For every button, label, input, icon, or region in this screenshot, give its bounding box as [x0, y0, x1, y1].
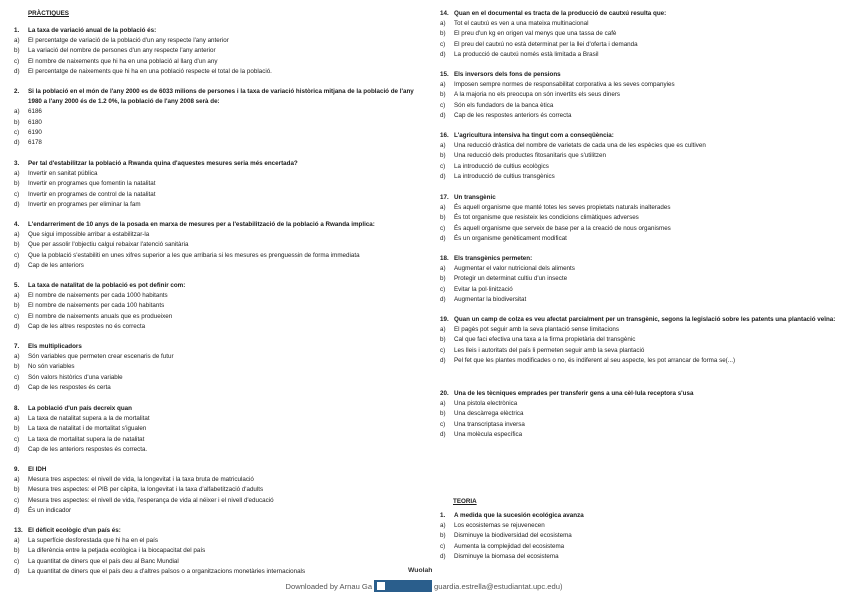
option-text: Les lleis i autoritats del país li permeten seguir amb la seva plantació: [454, 346, 645, 354]
option-text: 6178: [28, 139, 42, 147]
option-letter: d): [14, 67, 20, 75]
option-letter: a): [14, 170, 20, 178]
question-number: 1.: [440, 512, 446, 519]
option-text: La quantitat de diners que el país deu al Banc Mundial: [28, 557, 179, 565]
option-text: Mesura tres aspectes: el nivell de vida, l'esperança de vida al néixer i el nivell d'educació: [28, 496, 274, 504]
answer-option: [440, 141, 840, 151]
option-text: Són valors històrics d'una variable: [28, 373, 123, 381]
question-number: 14.: [440, 10, 449, 17]
question: [440, 70, 840, 121]
option-letter: d): [14, 200, 20, 208]
question-text: [14, 87, 424, 107]
question: [14, 26, 424, 77]
option-letter: b): [440, 336, 446, 344]
option-letter: d): [14, 322, 20, 330]
option-letter: a): [14, 292, 20, 300]
answer-option: [440, 151, 840, 161]
answer-option: [14, 424, 424, 434]
answer-option: [14, 138, 424, 148]
option-text: A la majoria no els preocupa on són invertits els seus diners: [454, 91, 621, 99]
option-text: El pagès pot seguir amb la seva plantació sense limitacions: [454, 326, 620, 334]
option-letter: a): [14, 415, 20, 423]
option-letter: c): [440, 542, 446, 550]
option-text: Cap de les respostes anteriors és correcta: [454, 111, 572, 119]
option-letter: c): [440, 420, 446, 428]
answer-option: [14, 251, 424, 261]
answer-option: [440, 40, 840, 50]
option-text: El preu del cautxú no està determinat per la llei d'oferta i demanda: [454, 40, 638, 48]
question: [14, 465, 424, 516]
option-letter: a): [440, 81, 446, 89]
option-text: És un indicador: [28, 506, 72, 514]
option-letter: b): [440, 532, 446, 540]
option-text: La taxa de mortalitat supera la de natalitat: [28, 435, 145, 443]
teoria-title: TEORIA: [453, 498, 477, 505]
answer-option: [14, 445, 424, 455]
answer-option: [440, 213, 840, 223]
question-number: 3.: [14, 160, 20, 167]
option-letter: c): [14, 496, 20, 504]
option-letter: d): [440, 356, 446, 364]
question-number: 8.: [14, 405, 20, 412]
option-text: Una descàrrega elèctrica: [454, 410, 524, 418]
option-letter: b): [14, 118, 20, 126]
option-letter: c): [440, 162, 446, 170]
answer-option: [440, 111, 840, 121]
question-number: 16.: [440, 132, 449, 139]
answer-option: [440, 531, 840, 541]
option-letter: b): [14, 547, 20, 555]
answer-option: [440, 29, 840, 39]
option-letter: d): [440, 552, 446, 560]
answer-option: [440, 409, 840, 419]
question-text: [440, 511, 840, 521]
question-statement: L'agricultura intensiva ha tingut com a conseqüència:: [454, 132, 614, 139]
option-text: El percentatge de variació de la població d'un any respecte l'any anterior: [28, 37, 229, 45]
option-text: Una reducció dels productes fitosanitaris que s'utilitzen: [454, 152, 606, 160]
question-text: [14, 526, 424, 536]
answer-option: [440, 356, 840, 366]
option-text: Que sigui impossible arribar a estabilitzar-la: [28, 231, 150, 239]
question-number: 2.: [14, 88, 20, 95]
option-text: La variació del nombre de persones d'un any respecte l'any anterior: [28, 47, 216, 55]
option-text: És un organisme genèticament modificat: [454, 234, 567, 242]
option-letter: c): [14, 312, 20, 320]
question: [440, 9, 840, 60]
question-statement: L'endarreriment de 10 anys de la posada en marxa de mesures per a l'estabilització de la població a Rwanda implica:: [28, 221, 375, 228]
question-statement: Per tal d'estabilitzar la població a Rwanda quina d'aquestes mesures seria més encertada?: [28, 160, 298, 167]
option-text: És aquell organisme que manté totes les seves propietats naturals inalterades: [454, 204, 671, 212]
option-text: Una reducció dràstica del nombre de varietats de cada una de les espècies que es cultiven: [454, 142, 706, 150]
answer-option: [14, 230, 424, 240]
option-text: Invertir en programes que fomentin la natalitat: [28, 180, 156, 188]
option-letter: d): [14, 383, 20, 391]
question: [440, 389, 840, 440]
option-text: Invertir en programes per eliminar la fam: [28, 200, 141, 208]
option-text: Mesura tres aspectes: el PIB per càpita, la longevitat i la taxa d'alfabetització d'adults: [28, 486, 264, 494]
option-text: Cal que faci efectiva una taxa a la firma propietària del transgènic: [454, 336, 636, 344]
question-statement: A medida que la sucesión ecológica avanza: [454, 512, 584, 519]
question: [440, 511, 840, 562]
downloaded-by-suffix: guardia.estrella@estudiantat.upc.edu): [434, 582, 563, 591]
question-number: 4.: [14, 221, 20, 228]
option-text: Tot el cautxú es ven a una mateixa multinacional: [454, 20, 589, 28]
option-letter: d): [14, 445, 20, 453]
answer-option: [14, 57, 424, 67]
answer-option: [14, 475, 424, 485]
question-statement: El IDH: [28, 466, 47, 473]
answer-option: [14, 36, 424, 46]
option-text: Invertir en programes de control de la natalitat: [28, 190, 156, 198]
answer-option: [14, 240, 424, 250]
question: [440, 193, 840, 244]
answer-option: [440, 420, 840, 430]
option-letter: b): [14, 486, 20, 494]
option-letter: a): [440, 522, 446, 530]
option-letter: a): [440, 326, 446, 334]
question: [14, 87, 424, 148]
option-text: Protegir un determinat cultiu d'un insecte: [454, 275, 568, 283]
answer-option: [14, 546, 424, 556]
option-text: 6190: [28, 128, 42, 136]
option-letter: d): [14, 567, 20, 575]
option-text: Que la població s'estabiliti en unes xifres superior a les que arribaria si les mesures es prenguessin de forma immediata: [28, 251, 360, 259]
option-letter: c): [14, 128, 20, 136]
question: [14, 342, 424, 393]
option-letter: b): [14, 180, 20, 188]
option-text: Disminuye la biodiversidad del ecosistema: [454, 532, 572, 540]
option-letter: b): [14, 363, 20, 371]
option-text: És tot organisme que resisteix les condicions climàtiques adverses: [454, 214, 639, 222]
question-text: [14, 220, 424, 230]
option-text: 6186: [28, 108, 42, 116]
answer-option: [14, 312, 424, 322]
option-text: La producció de cautxú només està limitada a Brasil: [454, 50, 599, 58]
option-letter: a): [14, 353, 20, 361]
option-letter: d): [440, 172, 446, 180]
answer-option: [14, 557, 424, 567]
answer-option: [440, 285, 840, 295]
option-text: Són els fundadors de la banca ètica: [454, 101, 554, 109]
option-letter: d): [440, 111, 446, 119]
option-letter: d): [14, 139, 20, 147]
answer-option: [14, 567, 424, 577]
option-letter: c): [14, 373, 20, 381]
footer-brand: Wuolah: [408, 567, 433, 574]
option-letter: a): [14, 37, 20, 45]
upc-logo-icon: [374, 580, 432, 592]
answer-option: [440, 203, 840, 213]
answer-option: [440, 295, 840, 305]
question-number: 17.: [440, 194, 449, 201]
option-letter: c): [440, 101, 446, 109]
question: [14, 281, 424, 332]
option-letter: a): [440, 400, 446, 408]
option-text: Mesura tres aspectes: el nivell de vida, la longevitat i la taxa bruta de matriculació: [28, 476, 254, 484]
option-text: Que per assolir l'objectiu calgui rebaixar l'atenció sanitària: [28, 241, 189, 249]
option-letter: c): [14, 190, 20, 198]
option-text: El nombre de naixements anuals que es produeixen: [28, 312, 173, 320]
answer-option: [14, 485, 424, 495]
question-statement: Quan en el documental es tracta de la producció de cautxú resulta que:: [454, 10, 667, 17]
option-text: Invertir en sanitat pública: [28, 170, 98, 178]
answer-option: [14, 536, 424, 546]
answer-option: [14, 496, 424, 506]
question-text: [14, 159, 424, 169]
answer-option: [14, 322, 424, 332]
answer-option: [14, 67, 424, 77]
answer-option: [440, 399, 840, 409]
answer-option: [440, 430, 840, 440]
option-letter: c): [14, 557, 20, 565]
answer-option: [440, 325, 840, 335]
question-statement: El dèficit ecològic d'un país és:: [28, 527, 121, 534]
answer-option: [440, 19, 840, 29]
option-letter: c): [14, 251, 20, 259]
option-text: Disminuye la biomasa del ecosistema: [454, 552, 559, 560]
option-letter: b): [14, 47, 20, 55]
question-number: 9.: [14, 466, 20, 473]
answer-option: [440, 80, 840, 90]
question-statement: Una de les tècniques emprades per transferir gens a una cèl·lula receptora s'usa: [454, 390, 694, 397]
answer-option: [440, 224, 840, 234]
answer-option: [14, 128, 424, 138]
option-text: La taxa de natalitat i de mortalitat s'igualen: [28, 425, 147, 433]
option-text: Augmentar el valor nutricional dels aliments: [454, 265, 575, 273]
question-text: [14, 281, 424, 291]
answer-option: [440, 552, 840, 562]
question-text: [440, 70, 840, 80]
option-letter: d): [440, 50, 446, 58]
option-text: Són variables que permeten crear escenaris de futur: [28, 353, 174, 361]
option-text: Augmentar la biodiversitat: [454, 295, 527, 303]
answer-option: [14, 107, 424, 117]
option-letter: c): [14, 57, 20, 65]
question-number: 19.: [440, 316, 449, 323]
question-text: [440, 131, 840, 141]
option-letter: d): [440, 234, 446, 242]
answer-option: [440, 50, 840, 60]
option-letter: b): [440, 410, 446, 418]
option-letter: c): [440, 346, 446, 354]
answer-option: [14, 291, 424, 301]
answer-option: [440, 264, 840, 274]
question-number: 13.: [14, 527, 23, 534]
answer-option: [440, 162, 840, 172]
option-text: És aquell organisme que serveix de base per a la creació de nous organismes: [454, 224, 671, 232]
question-statement: La taxa de natalitat de la població es pot definir com:: [28, 282, 186, 289]
option-text: La introducció de cultius transgènics: [454, 172, 555, 180]
question: [440, 254, 840, 305]
answer-option: [14, 373, 424, 383]
option-letter: c): [440, 285, 446, 293]
downloaded-by-prefix: Downloaded by Arnau Ga: [285, 582, 373, 591]
answer-option: [440, 274, 840, 284]
question-text: [14, 465, 424, 475]
option-text: Evitar la pol·linització: [454, 285, 513, 293]
option-text: Una pistola electrònica: [454, 400, 518, 408]
option-text: No són variables: [28, 363, 75, 371]
answer-option: [440, 90, 840, 100]
option-letter: a): [440, 204, 446, 212]
option-text: La quantitat de diners que el país deu a d'altres països o a organitzacions monetàries internacionals: [28, 567, 306, 575]
answer-option: [14, 414, 424, 424]
question-number: 15.: [440, 71, 449, 78]
option-letter: d): [440, 430, 446, 438]
question-text: [440, 254, 840, 264]
question-statement: La població d'un país decreix quan: [28, 405, 132, 412]
option-letter: b): [440, 275, 446, 283]
question-statement: Els inversors dels fons de pensions: [454, 71, 561, 78]
option-letter: a): [14, 108, 20, 116]
question-number: 1.: [14, 27, 20, 34]
option-letter: d): [440, 295, 446, 303]
option-text: La introducció de cultius ecològics: [454, 162, 549, 170]
option-letter: b): [14, 302, 20, 310]
question: [14, 526, 424, 577]
option-letter: a): [14, 476, 20, 484]
option-letter: b): [440, 214, 446, 222]
option-text: La taxa de natalitat supera a la de mortalitat: [28, 415, 150, 423]
option-text: Cap de les anteriors respostes és correcta.: [28, 445, 148, 453]
answer-option: [14, 190, 424, 200]
question-number: 20.: [440, 390, 449, 397]
option-letter: a): [14, 231, 20, 239]
option-text: El nombre de naixements per cada 100 habitants: [28, 302, 165, 310]
answer-option: [14, 352, 424, 362]
answer-option: [14, 261, 424, 271]
answer-option: [440, 101, 840, 111]
answer-option: [14, 200, 424, 210]
option-text: El preu d'un kg en origen val menys que una tassa de cafè: [454, 30, 617, 38]
question: [440, 315, 840, 366]
answer-option: [14, 118, 424, 128]
option-text: Imposen sempre normes de responsabilitat corporativa a les seves companyies: [454, 81, 675, 89]
question: [14, 159, 424, 210]
question-statement: Un transgènic: [454, 194, 496, 201]
option-letter: a): [440, 265, 446, 273]
option-text: La superfície desforestada que hi ha en el país: [28, 537, 158, 545]
question-number: 7.: [14, 343, 20, 350]
option-text: Los ecosistemas se rejuvenecen: [454, 522, 545, 530]
answer-option: [14, 362, 424, 372]
answer-option: [440, 346, 840, 356]
answer-option: [440, 521, 840, 531]
option-letter: b): [14, 425, 20, 433]
question-text: [440, 389, 840, 399]
question-statement: Si la població en el món de l'any 2000 es de 6033 milions de persones i la taxa de variació històrica mitjana de la població de l'any 1980 a l'any 2000 és de 1.2 0%, la població de l'any 2008 serà de:: [28, 88, 414, 106]
option-letter: d): [14, 506, 20, 514]
option-text: El nombre de naixements que hi ha en una població al llarg d'un any: [28, 57, 218, 65]
question-text: [14, 342, 424, 352]
answer-option: [440, 542, 840, 552]
answer-option: [440, 335, 840, 345]
answer-option: [14, 301, 424, 311]
option-text: Una transcriptasa inversa: [454, 420, 525, 428]
question-text: [440, 9, 840, 19]
answer-option: [14, 179, 424, 189]
option-letter: b): [440, 30, 446, 38]
option-letter: c): [14, 435, 20, 443]
option-text: El percentatge de naixements que hi ha en una població respecte el total de la població.: [28, 67, 272, 75]
option-text: Pel fet que les plantes modificades o no, és indiferent al seu aspecte, les pot arrancar de forma se(...): [454, 356, 736, 364]
option-text: Cap de les altres respostes no és correcta: [28, 322, 146, 330]
option-letter: c): [440, 224, 446, 232]
option-letter: c): [440, 40, 446, 48]
option-text: La diferència entre la petjada ecològica i la biocapacitat del país: [28, 547, 206, 555]
option-text: Aumenta la complejidad del ecosistema: [454, 542, 565, 550]
question-statement: Quan un camp de colza es veu afectat parcialment per un transgènic, segons la legislació sobre les patents una plantació veïna:: [454, 316, 836, 323]
question-statement: Els multiplicadors: [28, 343, 82, 350]
option-text: 6180: [28, 118, 42, 126]
answer-option: [14, 383, 424, 393]
question-text: [440, 193, 840, 203]
answer-option: [440, 234, 840, 244]
question-text: [440, 315, 840, 325]
option-text: Cap de les anteriors: [28, 261, 84, 269]
option-letter: b): [440, 152, 446, 160]
question-text: [14, 26, 424, 36]
question: [14, 220, 424, 271]
question: [440, 131, 840, 182]
option-letter: d): [14, 261, 20, 269]
option-letter: b): [440, 91, 446, 99]
option-letter: b): [14, 241, 20, 249]
answer-option: [14, 435, 424, 445]
option-text: Una molècula específica: [454, 430, 523, 438]
option-text: El nombre de naixements per cada 1000 habitants: [28, 292, 168, 300]
option-letter: a): [440, 142, 446, 150]
answer-option: [14, 46, 424, 56]
question-number: 18.: [440, 255, 449, 262]
answer-option: [440, 172, 840, 182]
practiques-title: PRÀCTIQUES: [28, 10, 69, 17]
question-statement: La taxa de variació anual de la població és:: [28, 27, 157, 34]
option-text: Cap de les respostes és certa: [28, 383, 111, 391]
answer-option: [14, 169, 424, 179]
question-statement: Els transgènics permeten:: [454, 255, 533, 262]
option-letter: a): [440, 20, 446, 28]
answer-option: [14, 506, 424, 516]
download-footer: [0, 581, 848, 593]
question: [14, 404, 424, 455]
option-letter: a): [14, 537, 20, 545]
question-number: 5.: [14, 282, 20, 289]
question-text: [14, 404, 424, 414]
